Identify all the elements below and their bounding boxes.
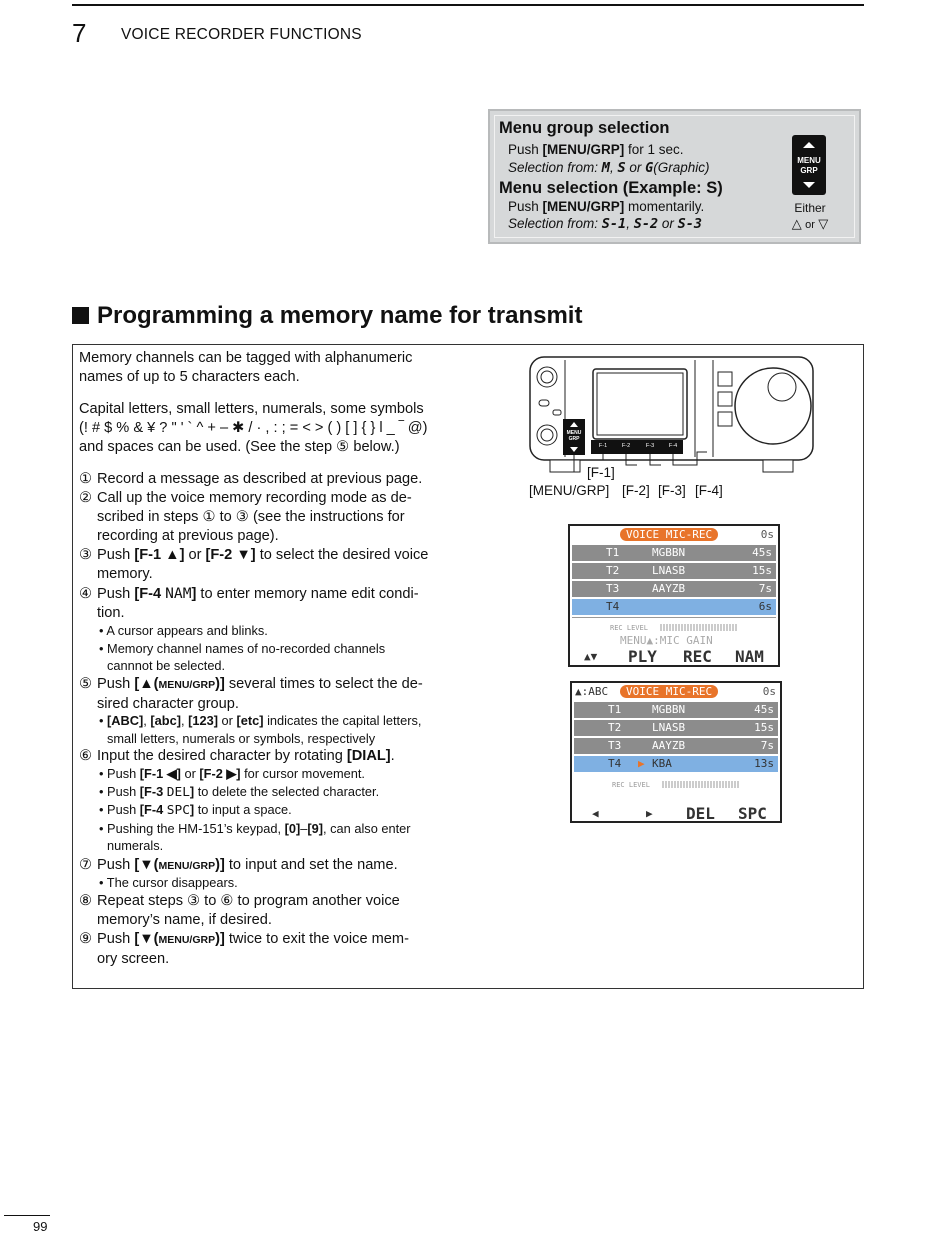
table-row: T4 ▶ KBA 13s [574,756,778,772]
step-4: ④ Push [F-4 NAM] to enter memory name edit condi- tion. [79,585,419,621]
f1-key-label: F-1 [598,443,608,449]
table-row: T1 MGBBN 45s [574,702,778,718]
lcd2-fn3: DEL [686,804,715,823]
lcd2-title: VOICE MIC-REC [620,685,718,698]
lcd2-mode: ▲:ABC [575,685,609,698]
f4-key-label: F-4 [668,443,678,449]
lcd2-fn4: SPC [738,804,767,823]
step-9: ⑨ Push [▼(MENU/GRP)] twice to exit the voice mem- ory screen. [79,931,409,967]
lcd1-time: 0s [760,528,774,541]
label-f1: [F-1] [587,465,615,480]
table-row: T1 MGBBN 45s [572,545,776,561]
step-7: ⑦ Push [▼(MENU/GRP)] to input and set the name. [79,857,398,873]
menu-item-push: Push [MENU/GRP] momentarily. [508,199,705,214]
lcd-screen-1 [568,524,780,667]
footer-rule [4,1215,50,1216]
step-8: ⑧ Repeat steps ③ to ⑥ to program another voice memory’s name, if desired. [79,893,400,928]
lcd-screen-2 [570,681,782,823]
page-number: 99 [33,1219,48,1234]
step-7-notes: • The cursor disappears. [99,875,238,890]
menu-group-push: Push [MENU/GRP] for 1 sec. [508,142,684,157]
step-5: ⑤ Push [▲(MENU/GRP)] several times to select the de- sired character group. [79,676,423,712]
label-f4: [F-4] [695,483,723,498]
lcd1-fn2: PLY [628,647,657,666]
label-f3: [F-3] [658,483,686,498]
down-arrow-icon [803,182,815,188]
menu-group-selection: Selection from: M, S or G(Graphic) [508,160,710,176]
table-row: T2 LNASB 15s [574,720,778,736]
f3-key-label: F-3 [645,443,655,449]
lcd2-fn2: ▶ [646,807,653,820]
step-2: ② Call up the voice memory recording mode as de- scribed in steps ① to ③ (see the instructions for recording at previous page). [79,490,412,544]
step-4-notes: • A cursor appears and blinks. • Memory channel names of no-recorded channels cannnot be selected. [99,623,386,673]
label-menu-grp: [MENU/GRP] [529,483,610,498]
either-note: Either △ or ▽ [791,201,829,231]
menu-item-heading: Menu selection (Example: S) [499,179,723,197]
grp-key-label: GRP [568,436,580,442]
radio-front-panel-illustration [525,352,825,477]
menu-group-box [488,109,861,244]
step-6-notes: • Push [F-1 ◀] or [F-2 ▶] for cursor movement. • Push [F-3 DEL] to delete the selected character. • Push [F-4 SPC] to input a space. • Pushing the HM-151’s keypad, [0]–[9], can also enter numerals. [99,766,411,853]
lcd1-rec-level: REC LEVEL [610,624,648,632]
lcd1-fn4: NAM [735,647,764,666]
up-triangle-icon: △ [791,216,802,231]
table-row: T3 AAYZB 7s [574,738,778,754]
up-arrow-icon [803,142,815,148]
step-5-notes: • [ABC], [abc], [123] or [etc] indicates the capital letters, small letters, numerals or symbols, respectively [99,713,422,746]
chapter-number: 7 [72,18,87,48]
menu-key-label: MENU [566,430,582,436]
square-bullet-icon [72,307,89,324]
step-3: ③ Push [F-1 ▲] or [F-2 ▼] to select the desired voice memory. [79,547,429,582]
menu-grp-key: MENU GRP [792,135,826,195]
lcd1-fn1: ▲▼ [584,650,598,663]
chapter-title: VOICE RECORDER FUNCTIONS [121,26,362,43]
table-row: T3 AAYZB 7s [572,581,776,597]
lcd1-title: VOICE MIC-REC [620,528,718,541]
menu-group-heading: Menu group selection [499,119,670,137]
menu-item-selection: Selection from: S-1, S-2 or S-3 [508,216,702,232]
table-row: T2 LNASB 15s [572,563,776,579]
down-triangle-icon: ▽ [818,216,829,231]
intro-paragraph-1: Memory channels can be tagged with alphanumeric names of up to 5 characters each. [79,350,413,385]
intro-paragraph-2: Capital letters, small letters, numerals, some symbols (! # $ % & ¥ ? " ' ` ^ + – ✱ / · , : ; = < > ( ) [ ] { } l _ ‾ @) and spaces can be used. (See the step ⑤ below.) [79,401,428,455]
table-row: T4 6s [572,599,776,615]
label-f2: [F-2] [622,483,650,498]
step-1: ① Record a message as described at previous page. [79,471,423,487]
lcd2-time: 0s [762,685,776,698]
f2-key-label: F-2 [621,443,631,449]
lcd1-menu-line: MENU▲:MIC GAIN [620,634,713,647]
lcd2-rec-level: REC LEVEL [612,781,650,789]
lcd1-fn3: REC [683,647,712,666]
cursor-arrow-icon: ▶ [638,757,645,770]
section-title: Programming a memory name for transmit [72,302,582,330]
step-6: ⑥ Input the desired character by rotating [DIAL]. [79,748,395,764]
lcd2-fn1: ◀ [592,807,599,820]
header-rule [72,4,864,6]
